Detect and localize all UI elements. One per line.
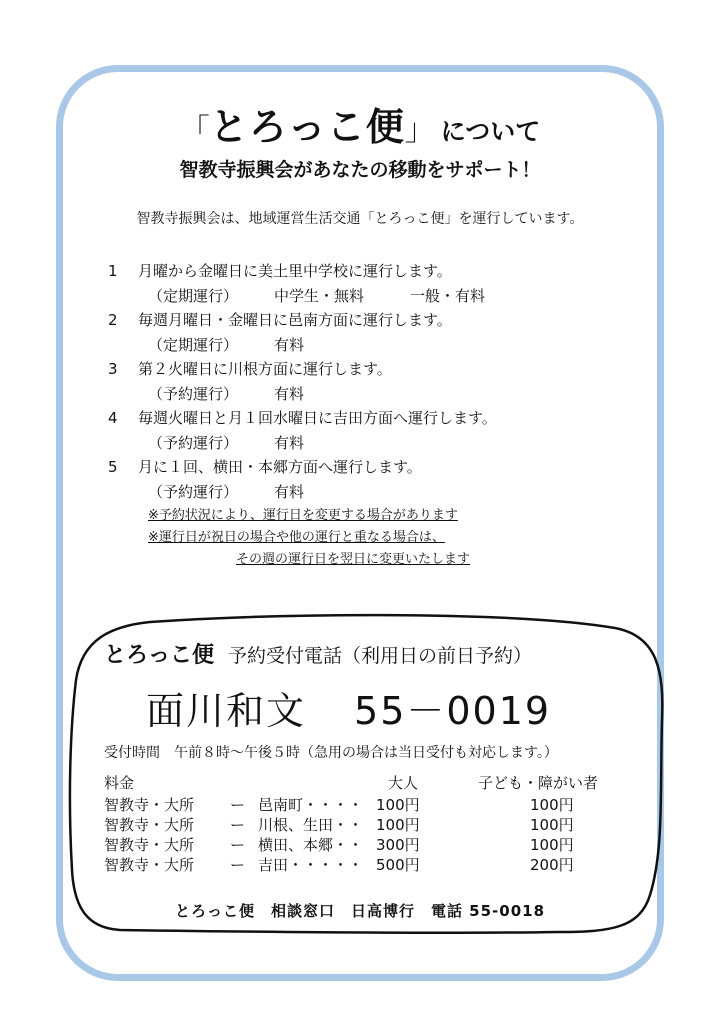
- fee-dash: ー: [230, 856, 246, 874]
- item-type: （定期運行）: [148, 287, 239, 305]
- item-type: （予約運行）: [148, 434, 239, 452]
- item-text: 月に１回、横田・本郷方面へ運行します。: [138, 458, 422, 476]
- item-text: 毎週月曜日・金曜日に邑南方面に運行します。: [138, 311, 452, 329]
- fee-header-label: 料金: [104, 774, 135, 792]
- fee-destination: 川根、生田・・: [258, 816, 364, 834]
- fee-dash: ー: [230, 796, 246, 814]
- fee-destination: 横田、本郷・・: [258, 836, 364, 854]
- note-1: ※予約状況により、運行日を変更する場合があります: [148, 508, 458, 523]
- fee-adult: 300円: [376, 836, 420, 854]
- item-fee: 有料: [274, 385, 305, 403]
- fee-destination: 吉田・・・・・: [258, 856, 364, 874]
- subtitle: 智教寺振興会があなたの移動をサポート！: [179, 159, 541, 181]
- item-fee: 有料: [274, 434, 305, 452]
- fee-adult: 100円: [376, 796, 420, 814]
- fee-child: 200円: [530, 856, 574, 874]
- contact-name: 面川和文: [146, 689, 307, 733]
- fee-origin: 智教寺・大所: [104, 816, 195, 834]
- fee-dash: ー: [230, 816, 246, 834]
- fee-adult: 100円: [376, 816, 420, 834]
- intro-text: 智教寺振興会は、地域運営生活交通「とろっこ便」を運行しています。: [136, 211, 584, 227]
- title-suffix: について: [440, 117, 541, 146]
- item-type: （予約運行）: [148, 483, 239, 501]
- item-fee-general: 一般・有料: [410, 287, 486, 305]
- fee-child: 100円: [530, 816, 574, 834]
- title-close-bracket: 」: [404, 113, 435, 148]
- fee-destination: 邑南町・・・・: [258, 796, 364, 814]
- item-number: 1: [108, 262, 118, 280]
- title-service-name: とろっこ便: [209, 105, 405, 149]
- fee-header-child: 子ども・障がい者: [478, 774, 599, 792]
- note-3: その週の運行日を翌日に変更いたします: [236, 552, 471, 567]
- item-fee: 中学生・無料: [274, 287, 365, 305]
- item-number: 5: [108, 458, 118, 476]
- fee-child: 100円: [530, 836, 574, 854]
- item-number: 3: [108, 360, 118, 378]
- item-fee: 有料: [274, 336, 305, 354]
- fee-child: 100円: [530, 796, 574, 814]
- item-text: 毎週火曜日と月１回水曜日に吉田方面へ運行します。: [138, 409, 497, 427]
- fee-header-adult: 大人: [388, 774, 419, 792]
- item-type: （予約運行）: [148, 385, 239, 403]
- item-text: 月曜から金曜日に美土里中学校に運行します。: [138, 262, 452, 280]
- fee-adult: 500円: [376, 856, 420, 874]
- reservation-label: 予約受付電話（利用日の前日予約）: [228, 645, 533, 667]
- fee-origin: 智教寺・大所: [104, 796, 195, 814]
- box-service-name: とろっこ便: [104, 643, 215, 668]
- item-type: （定期運行）: [148, 336, 239, 354]
- fee-origin: 智教寺・大所: [104, 856, 195, 874]
- fee-origin: 智教寺・大所: [104, 836, 195, 854]
- note-2: ※運行日が祝日の場合や他の運行と重なる場合は、: [148, 530, 445, 545]
- title-open-bracket: 「: [179, 113, 210, 148]
- consultation-footer: とろっこ便 相談窓口 日高博行 電話 55-0018: [174, 902, 546, 920]
- fee-dash: ー: [230, 836, 246, 854]
- box-title: [104, 638, 532, 669]
- item-number: 4: [108, 409, 118, 427]
- reception-hours: 受付時間 午前８時～午後５時（急用の場合は当日受付も対応します。）: [104, 745, 558, 761]
- contact-line: [146, 680, 551, 735]
- contact-phone: 55－0019: [354, 689, 552, 733]
- item-fee: 有料: [274, 483, 305, 501]
- item-number: 2: [108, 311, 118, 329]
- item-text: 第２火曜日に川根方面に運行します。: [138, 360, 392, 378]
